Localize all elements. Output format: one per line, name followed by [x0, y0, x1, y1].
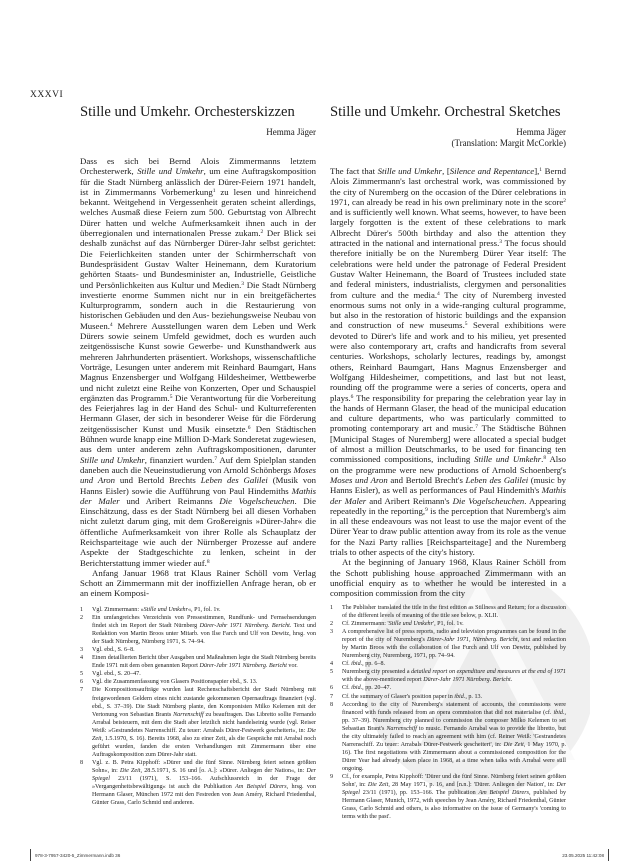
footnote-number: 7: [330, 693, 334, 700]
text-run: , [: [442, 166, 450, 176]
footnote-text: [92, 654, 316, 670]
footnote-reference: 7: [214, 455, 218, 462]
text-run: Die Stadt Nürnberg investierte enorme Summen nicht nur in ein breitgefächertes Kulturprogramm, sondern auch in die Restaurierung von historischen Gebäuden und den Aus- beziehungsweise Neubau von Museen.: [80, 279, 316, 331]
text-run: Den Städtischen Bühnen wurde knapp eine Million D-Mark Sonderetat zugewiesen, aus dem unter anderem zehn Auftragskompositionen, darunter: [80, 423, 316, 455]
english-author: Hemma Jäger: [516, 127, 566, 137]
footnote-text: [342, 684, 566, 692]
footnote-reference: 8: [206, 558, 210, 565]
text-run: The city of Nuremberg invested enormous sums not only in a wide-ranging cultural programme, but also in the restoration of historic buildings and the expansion and construction of new museums.: [330, 289, 566, 331]
italic-title-text: Stille und Umkehr: [137, 166, 204, 177]
footnote: [80, 646, 316, 654]
text-run: According to the city of Nuremberg's statement of accounts, the commissions were financed with funds released from an opera commission that did not materialise (cf.: [342, 701, 566, 716]
footnote-text: [342, 604, 566, 620]
footnote-text: [92, 678, 316, 686]
text-run: and is sufficiently well known. What seems, however, to have been largely forgotten is the extent of these celebrations to mark Albrecht Dürer's 500th birthday and also the attention they attracted in the national and international press.: [330, 207, 566, 249]
text-run: The fact that: [330, 166, 378, 176]
footnote-reference: 1: [212, 187, 216, 194]
text-run: , finanziert wurden.: [144, 454, 215, 465]
text-run: Several exhibitions were devoted to Dürer's life and work and to his milieu, yet presented were also contemporary art, crafts and handicrafts from several centuries. Workshops, scholarly lectures, readings by, amongst others, Reinhard Baumgart, Hans Magnus Enzensberger and Wolfgang Hildesheimer, competitions, and last but not least, rounding off the programme were a series of concerts, opera and plays.: [330, 320, 566, 403]
italic-title-text: Die Vogelscheuchen: [452, 495, 525, 506]
footnote-reference: 6: [350, 393, 354, 400]
translator-credit: (Translation: Margit McCorkle): [451, 137, 566, 148]
italic-title-text: ibid.: [351, 661, 363, 668]
text-run: . Text und Redaktion von Martin Broos unter Mitarb. von Ilse Farch und Ulf von Dewitz, hrsg. von der Stadt Nürnberg, Nürnberg 1971, S. 74–94.: [92, 623, 317, 646]
footnote-reference: 9: [425, 506, 428, 513]
footnote-text: [342, 693, 566, 701]
text-run: , 1.5.1970, S. 16). Bereits 1968, also zu einer Zeit, als die Gespräche mit Arrabal noch geführt wurden, fanden die ersten Verhandlungen mit Zimmermann über eine Auftragskomposition zum Dürer-Jahr statt.: [92, 735, 316, 758]
footnote-text: [342, 628, 566, 660]
text-run: , um eine Auftragskomposition für die Stadt Nürnberg anlässlich der Dürer-Feiern 1971 handelt, ist in Zimmermanns Vorbemerkung: [80, 166, 316, 197]
text-run: The responsibility for preparing the celebration year lay in the hands of Hermann Glaser, the head of the municipal education and culture departments, who was particularly committed to promoting contemporary art and music.: [330, 392, 566, 434]
text-run: , 28.5.1971, S. 16 und [o. A.]: »Dürer. Anliegen der Nation«, in:: [140, 767, 307, 774]
text-run: .: [541, 454, 544, 465]
footnote: [80, 670, 316, 678]
footnote-reference: 1: [539, 167, 543, 173]
italic-title-text: detailed report on expenditure and measures at the end of 1971: [411, 669, 566, 676]
footnote-reference: 2: [260, 229, 264, 236]
italic-title-text: Dürer-Jahr 1971 Nürnberg. Bericht: [199, 663, 287, 670]
text-run: The focus should therefore initially be on the Nuremberg Dürer Year itself: The celebrations were held under the patronage of Federal President Gustav Walter Heinemann, the Board of Trustees included state and federal ministers, industrialists, clergymen and personalities from culture and the media.: [330, 238, 566, 300]
crop-mark-right: [608, 849, 609, 861]
text-run: zu lesen und hinreichend bekannt. Weitgehend in Vergessenheit geraten scheint allerdings, welches Ausmaß diese Feiern zum 500. Geburtstag von Albrecht Dürer hatten und welche Aufmerksamkeit ihnen auch in der überregionalen und internationalen Presse zukam.: [80, 186, 316, 239]
footnote: [330, 668, 566, 684]
text-run: . Appearing repeatedly in the reporting,: [330, 495, 566, 516]
page-number: XXXVI: [30, 90, 64, 100]
italic-title-text: Dürer-Jahr 1971, Nürnberg. Bericht: [426, 637, 518, 644]
italic-title-text: Stille und Umkehr: [388, 621, 433, 628]
footnote-text: [342, 660, 566, 668]
footnote-reference: 2: [563, 197, 566, 204]
footnote-number: 3: [80, 647, 84, 654]
text-run: (music by Hanns Eisler), as well as performances of Paul Hindemith's: [330, 474, 566, 496]
text-run: Nuremberg city presented a: [342, 669, 412, 676]
footnote-number: 4: [330, 661, 334, 668]
footnote: [330, 620, 566, 628]
footnote: [330, 684, 566, 692]
text-run: , 1 May 1970, p. 16). The first negotiations with Zimmermann about a commissioned composition for the Dürer Year had already taken place in 1968, at a time when talks with Arrabal were still ongoing.: [342, 741, 566, 772]
footnote-text: [342, 620, 566, 628]
text-run: The Städtische Bühnen [Municipal Stages of Nuremberg] were allocated a special budget of almost a million Deutschmarks, to be used for financing ten commissioned compositions, including: [330, 423, 567, 465]
footnote-text: [92, 759, 316, 807]
text-run: Bernd Alois Zimmermann's last orchestral work, was commissioned by the city of Nuremberg on the occasion of the Dürer celebrations in 1971, can already be read in his own preliminary note in the score: [330, 166, 567, 207]
italic-title-text: Silence and Repentance: [449, 166, 535, 176]
italic-title-text: Der Spiegel: [342, 782, 566, 797]
italic-title-text: Leben des Galilei: [200, 475, 268, 486]
footnote-number: 4: [80, 655, 84, 662]
footnote: [330, 693, 566, 701]
italic-title-text: Leben des Galilei: [465, 474, 529, 485]
text-run: zu beauftragen. Das Libretto sollte Fernando Arrabal beisteuern, mit dem die Stadt aber letztlich nicht handelseinig wurde (vgl. Reiser Weiß: »Gestrandetes Narrenschiff. Zu teuer: Arrabals Dürer-Festwerk gescheitert«, in:: [92, 711, 316, 734]
text-run: , hrsg. von Hermann Glaser, München 1972 mit den Festreden von Jean Améry, Richard Friedenthal, Günter Grass, Carlo Schmid und anderen.: [92, 784, 316, 807]
text-run: Cf., for example, Petra Kipphoff: 'Dürer und die fünf Sinne. Nürnberg feiert seinen größten Sohn', in:: [342, 773, 566, 789]
footnote: [80, 614, 316, 646]
italic-title-text: Stille und Umkehr: [377, 166, 443, 176]
italic-title-text: Narrenschiff: [386, 725, 417, 732]
text-run: , pp. 20–47.: [362, 685, 392, 692]
italic-title-text: ibid.: [351, 685, 363, 692]
text-run: The Publisher translated the title in the first edition as Stillness and Return; for a discussion of the different levels of meaning of the title see below, p. XLII.: [342, 605, 566, 620]
text-run: «, P1, fol. 1v.: [187, 607, 221, 613]
text-run: Cf. the summary of Glaser's position paper in: [342, 693, 455, 700]
footnote-text: [92, 686, 316, 758]
german-body-text: [80, 156, 316, 599]
italic-title-text: Die Vogelscheuchen: [219, 495, 295, 506]
footnote-text: [92, 646, 316, 654]
text-run: 23/11 (1971), S. 153–166. Aufschlussreich in der Frage der »Vergangenheitsbewältigung« ist auch die Publikation: [92, 775, 316, 791]
footnote-number: 2: [80, 615, 84, 622]
italic-title-text: Die Zeit: [503, 741, 524, 748]
text-run: Cf.: [342, 685, 352, 692]
footnote-text: [92, 614, 316, 646]
text-run: Die Verantwortung für die Vorbereitung des Feierjahres lag in der Hand des Schul- und Kulturreferenten Hermann Glaser, der sich in besonderer Weise für die Förderung zeitgenössischer Kunst und Musik einsetzte.: [80, 392, 317, 434]
footnote: [330, 701, 566, 773]
text-run: , p. 13.: [465, 693, 483, 700]
text-run: with the above-mentioned report: [342, 677, 424, 684]
text-run: Cf.: [342, 661, 352, 668]
italic-title-text: Die Zeit: [367, 782, 389, 789]
footnote-reference: 3: [499, 239, 503, 246]
italic-title-text: Stille und Umkehr: [474, 454, 542, 465]
paragraph: [80, 156, 316, 568]
footnote-reference: 8: [543, 455, 547, 462]
text-run: Vgl. ebd., S. 20–47.: [92, 671, 141, 678]
footnote-reference: 5: [464, 321, 468, 328]
footnote-text: [342, 773, 566, 821]
footnote-number: 2: [330, 621, 334, 628]
german-author: Hemma Jäger: [266, 127, 316, 137]
paragraph: [330, 166, 566, 557]
footnote-number: 5: [80, 671, 84, 678]
footnote-reference: 5: [169, 393, 173, 400]
footnote-text: [342, 701, 566, 773]
text-run: Vgl. z. B. Petra Kipphoff: »Dürer und die fünf Sinne. Nürnberg feiert seinen größten Sohn«, in:: [92, 759, 316, 774]
text-run: ', P1, fol. 1v.: [432, 621, 464, 628]
text-run: Vgl. die Zusammenfassung von Glasers Positionspapier ebd., S. 13.: [92, 679, 258, 686]
footnote-text: [92, 670, 316, 678]
text-run: Vgl. Zimmermann: »: [92, 607, 144, 613]
text-run: (Musik von Hanns Eisler) sowie die Aufführung von Paul Hindemiths: [80, 475, 316, 496]
italic-title-text: Stille und Umkehr: [80, 454, 145, 465]
footnote: [80, 606, 316, 614]
footnote: [330, 773, 566, 821]
footnote-number: 1: [330, 605, 334, 611]
text-run: ],: [534, 166, 540, 176]
italic-title-text: ibid.: [553, 709, 565, 716]
english-body-text: [330, 166, 566, 598]
footnote-number: 6: [80, 679, 84, 686]
text-run: Ein umfangreiches Verzeichnis von Pressestimmen, Rundfunk- und Fernsehsendungen findet sich im Report der Stadt Nürnberg: [92, 615, 316, 630]
footnote-number: 8: [330, 701, 334, 708]
footnote: [330, 628, 566, 660]
text-run: is the perception that Nuremberg's aim in all these endeavours was not least to use the major event of the Dürer Year to draw public attention away from its role as the venue for the Nazi Party rallies [Reichsparteitage] and the Nuremberg trials to other aspects of the city's history.: [330, 505, 566, 557]
text-run: vor.: [286, 663, 298, 670]
text-run: , 28 May 1971, p. 16, and [n.n.]: 'Dürer. Anliegen der Nation', in:: [388, 782, 557, 789]
text-run: Der Blick sei deshalb zunächst auf das Nürnberger Dürer-Jahr selbst gerichtet: Die Feierlichkeiten standen unter der Schirmherrschaft von Bundespräsident Gustav Walter Heinemann, dem Kuratorium gehörten Staats- und Bundesminister an, Industrielle, Geistliche und Persönlichkeiten aus Kultur und Medien.: [80, 228, 317, 290]
english-footnotes: [330, 604, 566, 821]
text-run: , published by Hermann Glaser, Munich, 1972, with speeches by Jean Améry, Richard Friedenthal, Günter Grass, Carlo Schmid and others, is also informative on the issue of Germany's 'coming to terms with the past'.: [342, 790, 566, 821]
text-run: und Aribert Reimanns: [119, 495, 220, 506]
footnote-number: 9: [330, 773, 334, 780]
text-run: .: [510, 677, 513, 684]
footnote: [330, 660, 566, 668]
text-run: Cf. Zimmermann: ': [342, 621, 389, 628]
footnote-text: [342, 668, 566, 684]
text-run: and Bertold Brecht's: [387, 474, 466, 485]
text-run: , text and redaction by Martin Broos with the collaboration of Ilse Furch and Ulf von Dewitz, published by Nuremberg city, Nuremberg, 1971, pp. 74–94.: [342, 637, 566, 660]
footer-file-label: 978-3-7957-3420-5_Zimmermann.indb 36: [35, 853, 121, 858]
text-run: Vgl. ebd., S. 6–8.: [92, 647, 135, 654]
footnote-reference: 6: [247, 424, 251, 431]
paragraph: [330, 557, 566, 598]
footnote-number: 5: [330, 669, 334, 676]
footnote-text: [92, 606, 316, 614]
english-title: Stille und Umkehr. Orchestral Sketches: [330, 104, 561, 120]
text-run: Anfang Januar 1968 trat Klaus Rainer Schöll vom Verlag Schott an Zimmermann mit der inoffiziellen Anfrage heran, ob er an einem Komposi-: [80, 567, 316, 599]
italic-title-text: Moses und Aron: [80, 464, 316, 486]
text-run: Die Kompositionsaufträge wurden laut Rechenschaftsbericht der Stadt Nürnberg mit freigewordenen Geldern eines nicht zustande gekommenen Opernauftrags finanziert (vgl. ebd., S. 37–39). Die Stadt Nürnberg plante, den Komponisten Milko Kelemen mit der Vertonung von Sebastian Brants: [92, 687, 316, 718]
footnote-reference: 4: [437, 290, 440, 297]
footnote-reference: 4: [109, 321, 113, 328]
text-run: 23/11 (1971), pp. 153–166. The publication: [359, 790, 479, 797]
footnote: [80, 686, 316, 758]
italic-title-text: Am Beispiel Dürers: [478, 790, 529, 797]
italic-title-text: Dürer-Jahr 1971 Nürnberg. Bericht: [423, 677, 511, 684]
footnote: [80, 759, 316, 807]
italic-title-text: Die Zeit: [92, 727, 316, 742]
footnote-reference: 3: [241, 280, 245, 287]
footnote-reference: 7: [475, 424, 478, 431]
footnote: [330, 604, 566, 620]
text-run: to music. Fernando Arrabal was to provide the libretto, but the city ultimately failed to reach an agreement with him (cf. Reiner Weiß: 'Gestrandetes Narrenschiff. Zu teuer: Arrabals Dürer-Festwerk gescheitert', in:: [342, 725, 566, 748]
text-run: und Bertold Brechts: [115, 475, 201, 486]
text-run: A comprehensive list of press reports, radio and television programmes can be found in the report of the city of Nuremberg's: [342, 629, 566, 644]
italic-title-text: Dürer-Jahr 1971 Nürnberg. Bericht: [199, 623, 290, 630]
paragraph: [80, 568, 316, 599]
text-run: , pp. 6–8.: [362, 661, 386, 668]
italic-title-text: Der Spiegel: [92, 767, 316, 782]
text-run: At the beginning of January 1968, Klaus Rainer Schöll from the Schott publishing house approached Zimmermann with an unofficial enquiry as to whether he would be interested in a composition commission from the city: [330, 557, 566, 599]
footnote-number: 7: [80, 687, 84, 694]
english-author-block: [330, 127, 566, 148]
text-run: . Die Einschätzung, dass es der Stadt Nürnberg bei all diesen Vorhaben nicht zuletzt darum ging, mit dem Großereignis »Dürer-Jahr« die öffentliche Aufmerksamkeit von ihrer Rolle als Schauplatz der Reichsparteitage wie auch der Nürnberger Prozesse auf andere Aspekte der Stadtgeschichte zu lenken, scheint in der Berichterstattung immer wieder auf.: [80, 495, 316, 568]
footnote-number: 6: [330, 685, 334, 692]
italic-title-text: Moses und Aron: [330, 474, 388, 485]
german-footnotes: [80, 606, 316, 807]
footnote: [80, 654, 316, 670]
text-run: Also on the programme were new productions of Arnold Schoenberg's: [330, 454, 566, 475]
italic-title-text: Mathis der Maler: [80, 485, 316, 506]
italic-title-text: Am Beispiel Dürers: [235, 784, 287, 791]
text-run: Auf dem Spielplan standen daneben auch die Neueinstudierung von Arnold Schönbergs: [80, 454, 317, 475]
text-run: Mehrere Ausstellungen waren dem Leben und Werk Dürers sowie seinem Umfeld gewidmet, doch es wurden auch zeitgenössische Kunst sowie Gewerbe- und Kunsthandwerk aus mehreren Jahrhunderten präsentiert. Workshops, wissenschaftliche Vorträge, Lesungen unter anderem mit Reinhard Baumgart, Hans Magnus Enzensberger und Wolfgang Hildesheimer, Wettbewerbe und nicht zuletzt eine Reihe von Konzerten, Oper und Schauspiel ergänzten das Programm.: [80, 320, 316, 403]
german-title: Stille und Umkehr. Orchesterskizzen: [80, 104, 295, 120]
italic-title-text: Narrenschiff: [173, 711, 204, 718]
text-run: and Aribert Reimann's: [366, 495, 453, 506]
italic-title-text: Mathis der Maler: [330, 485, 566, 506]
crop-mark-left: [30, 849, 31, 861]
text-run: Dass es sich bei Bernd Alois Zimmermanns letztem Orchesterwerk,: [80, 156, 316, 177]
italic-title-text: ibid.: [454, 693, 466, 700]
footnote: [80, 678, 316, 686]
footnote-number: 3: [330, 629, 334, 636]
footnote-number: 8: [80, 759, 84, 766]
footer-timestamp: 23.05.2025 11:42:08: [562, 853, 604, 858]
italic-title-text: Die Zeit: [119, 767, 141, 774]
footnote-number: 1: [80, 607, 84, 613]
italic-title-text: Stille und Umkehr: [143, 607, 188, 613]
text-run: , pp. 37–39). Nuremberg city planned to commission the composer Milko Kelemen to set Sebastian Brant's: [342, 709, 566, 732]
text-run: Einen detaillierten Bericht über Ausgaben und Maßnahmen legte die Stadt Nürnberg bereits Ende 1971 mit dem oben genannten Report: [92, 655, 316, 670]
